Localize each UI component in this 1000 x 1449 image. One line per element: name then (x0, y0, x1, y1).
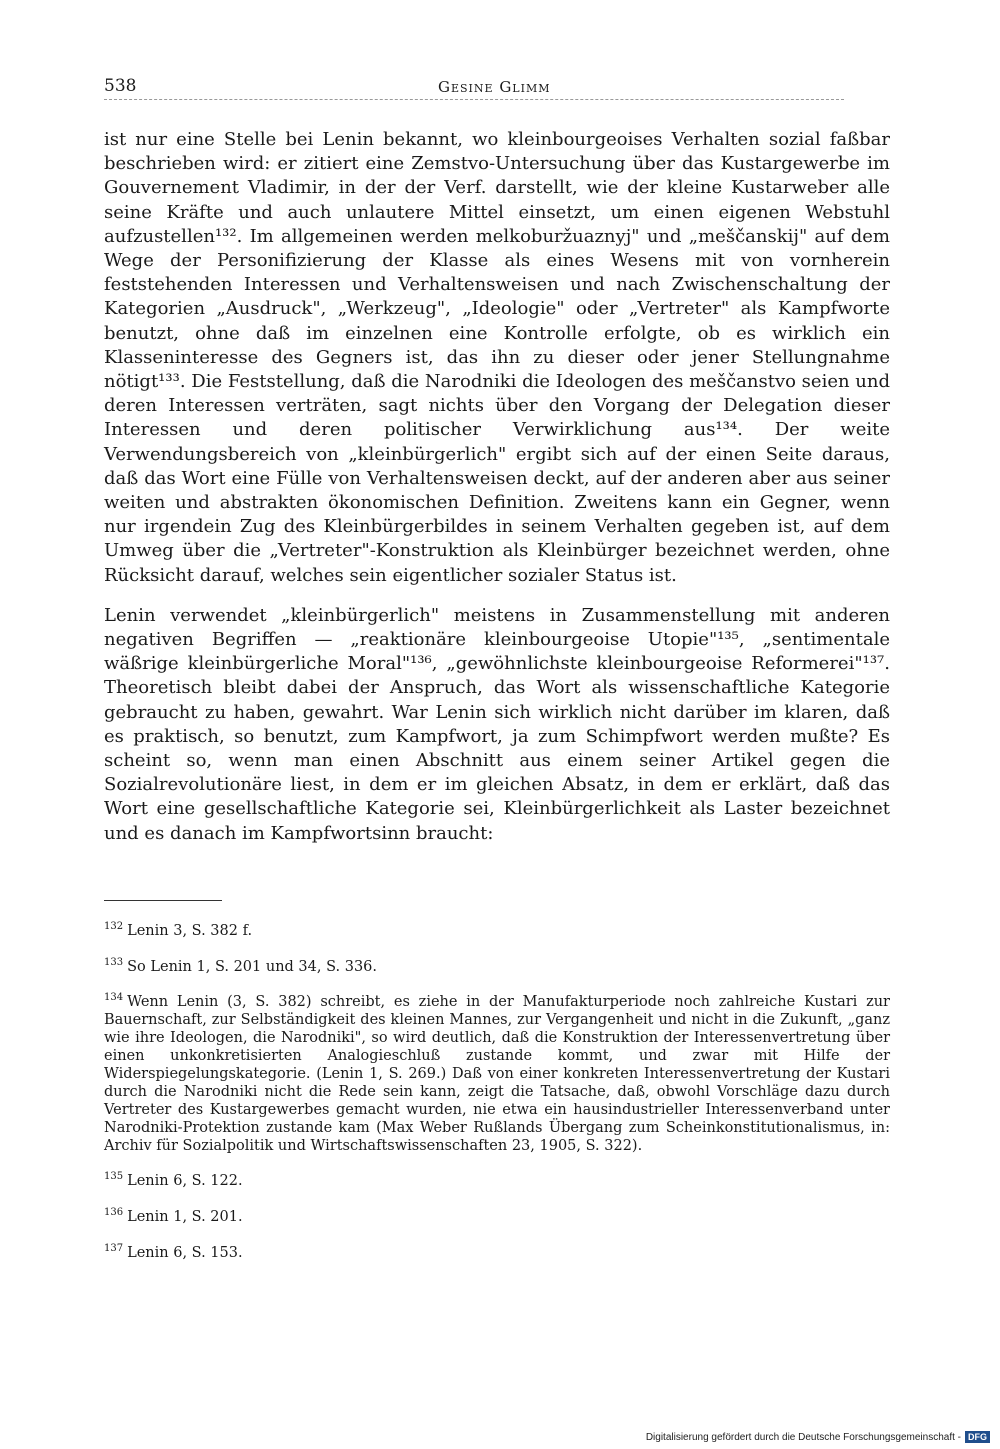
header-rule (104, 99, 844, 100)
paragraph: ist nur eine Stelle bei Lenin bekannt, wo kleinbourgeoises Verhalten sozial faßbar beschrieben wird: er zitiert eine Zemstvo-Untersuchung über das Kustargewerbe im Gouvernement Vladimir, in der der Verf. darstellt, wie der kleine Kustarweber alle seine Kräfte und auch unlautere Mittel einsetzt, um einen eigenen Webstuhl aufzustellen¹³². Im allgemeinen werden melkoburžuaznyj" und „meščanskij" auf dem Wege der Personifizierung der Klasse als eines Wesens mit von vornherein feststehenden Interessen und Verhaltensweisen und nach Zwischenschaltung der Kategorien „Ausdruck", „Werkzeug", „Ideologie" oder „Vertreter" als Kampfworte benutzt, ohne daß im einzelnen eine Kontrolle erfolgte, ob es wirklich ein Klasseninteresse des Gegners ist, das ihn zu dieser oder jener Stellungnahme nötigt¹³³. Die Feststellung, daß die Narodniki die Ideologen des meščanstvo seien und deren Interessen verträten, sagt nichts über den Vorgang der Delegation dieser Interessen und deren politischer Verwirklichung aus¹³⁴. Der weite Verwendungsbereich von „kleinbürgerlich" ergibt sich auf der einen Seite daraus, daß das Wort eine Fülle von Verhaltensweisen deckt, auf der anderen aber aus seiner weiten und abstrakten ökonomischen Definition. Zweitens kann ein Gegner, wenn nur irgendein Zug des Kleinbürgerbildes in seinem Verhalten gegeben ist, auf dem Umweg über die „Vertreter"-Konstruktion als Kleinbürger bezeichnet werden, ohne Rücksicht darauf, welches sein eigentlicher sozialer Status ist. (104, 129, 890, 586)
footnote-marker: 134 (104, 992, 124, 1004)
footnote-rule (104, 900, 222, 901)
footnote-marker: 136 (104, 1207, 124, 1219)
footnote-marker: 135 (104, 1171, 124, 1183)
page-header (104, 76, 894, 102)
footnote (104, 1168, 890, 1191)
page-number: 538 (104, 76, 137, 96)
footnote-marker: 133 (104, 956, 124, 968)
footnote (104, 954, 890, 977)
footnote-marker: 132 (104, 921, 124, 932)
footnote-text: Lenin 6, S. 122. (127, 1173, 243, 1190)
footnote (104, 918, 890, 941)
footnote-marker: 137 (104, 1242, 124, 1254)
footnote-text: Lenin 1, S. 201. (127, 1209, 243, 1226)
main-text (104, 128, 890, 846)
paragraph: Lenin verwendet „kleinbürgerlich" meistens in Zusammenstellung mit anderen negativen Begriffen — „reaktionäre kleinbourgeoise Utopie"¹³⁵, „sentimentale wäßrige kleinbürgerliche Moral"¹³⁶, „gewöhnlichste kleinbourgeoise Reformerei"¹³⁷. Theoretisch bleibt dabei der Anspruch, das Wort als wissenschaftliche Kategorie gebraucht zu haben, gewahrt. War Lenin sich wirklich nicht darüber im klaren, daß es praktisch, so benutzt, zum Kampfwort, ja zum Schimpfwort werden mußte? Es scheint so, wenn man einen Abschnitt aus einem seiner Artikel gegen die Sozialrevolutionäre liest, in dem er im gleichen Absatz, in dem er erklärt, daß das Wort eine gesellschaftliche Kategorie sei, Kleinbürgerlichkeit als Laster bezeichnet und es danach im Kampfwortsinn braucht: (104, 604, 890, 844)
footnote (104, 1240, 890, 1263)
dfg-logo-icon: DFG (965, 1431, 990, 1443)
footnote-text: So Lenin 1, S. 201 und 34, S. 336. (127, 958, 378, 975)
footnote-text: Wenn Lenin (3, S. 382) schreibt, es ziehe in der Manufakturperiode noch zahlreiche Kustari zur Bauernschaft, zur Selbständigkeit des kleinen Mannes, zur Vergangenheit und nicht in die Zukunft, „ganz wie ihre Ideologen, die Narodniki", so wird deutlich, daß die Konstruktion der Interessenvertretung über einen unkonkretisierten Analogieschluß zustande kommt, und zwar mit Hilfe der Widerspiegelungskategorie. (Lenin 1, S. 269.) Daß von einer konkreten Interessenvertretung der Kustari durch die Narodniki nicht die Rede sein kann, zeigt die Tatsache, daß, obwohl Vorschläge dazu durch Vertreter des Kustargewerbes gemacht wurden, nie etwa ein hausindustrieller Interessenverband unter Narodniki-Protektion zustande kam (Max Weber Rußlands Übergang zum Scheinkonstitutionalismus, in: Archiv für Sozialpolitik und Wirtschaftswissenschaften 23, 1905, S. 322). (104, 994, 890, 1154)
digitization-credit (646, 1431, 990, 1443)
footnote-text: Lenin 6, S. 153. (127, 1244, 243, 1261)
footnote (104, 1204, 890, 1227)
footnote (104, 989, 890, 1155)
credit-text: Digitalisierung gefördert durch die Deutsche Forschungsgemeinschaft - (645, 1431, 961, 1443)
running-head: Gesine Glimm (438, 78, 551, 96)
footnotes (104, 918, 890, 1276)
footnote-text: Lenin 3, S. 382 f. (127, 922, 253, 939)
